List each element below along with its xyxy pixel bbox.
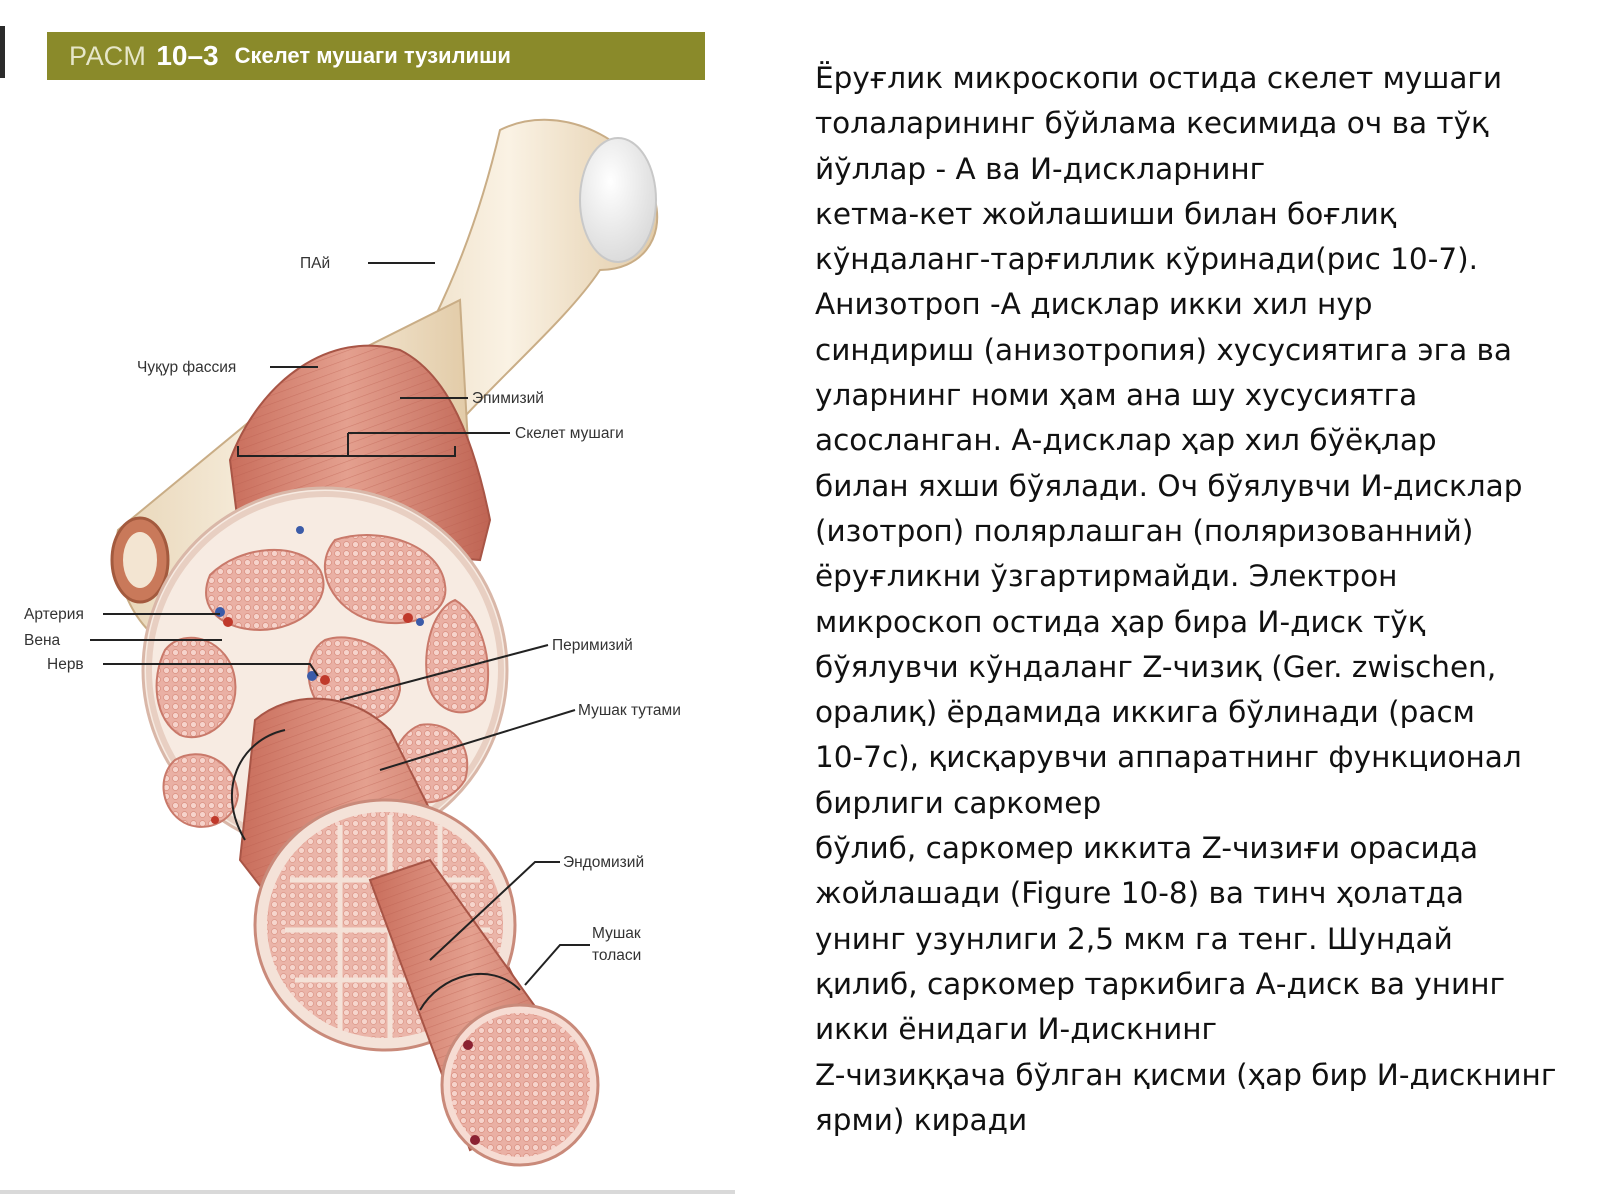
text-line: Анизотроп -А дисклар икки хил нур: [815, 287, 1373, 322]
text-line: бирлиги саркомер: [815, 785, 1102, 820]
label-vein: Вена: [24, 632, 61, 649]
label-artery: Артерия: [24, 606, 84, 623]
label-skeletal-muscle: Скелет мушаги: [515, 425, 624, 442]
text-line: бўялувчи кўндаланг Z-чизиқ (Ger. zwischen,: [815, 649, 1497, 684]
text-line: икки ёнидаги И-дискнинг: [815, 1012, 1218, 1047]
text-line: (изотроп) полярлашган (поляризованний): [815, 513, 1474, 548]
text-line: бўлиб, саркомер иккита Z-чизиғи орасида: [815, 831, 1479, 866]
text-line: қилиб, саркомер таркибига А-диск ва унинг: [815, 966, 1506, 1001]
figure-title: Скелет мушаги тузилиши: [234, 43, 511, 68]
figure-number: 10–3: [156, 40, 219, 71]
label-muscle-fiber-line1: Мушак: [592, 925, 641, 942]
text-line: йўллар - А ва И-дискларнинг: [815, 151, 1266, 186]
text-line: синдириш (анизотропия) хусусиятига эга ва: [815, 332, 1512, 367]
text-line: ёруғликни ўзгартирмайди. Электрон: [815, 559, 1398, 594]
label-muscle-fiber-line2: толаси: [592, 947, 642, 964]
label-fascicle: Мушак тутами: [578, 702, 681, 719]
text-line: кўндаланг-тарғиллик кўринади(рис 10-7).: [815, 242, 1479, 277]
bottom-divider: [0, 1190, 735, 1194]
label-epimysium: Эпимизий: [472, 390, 544, 407]
text-line: унинг узунлиги 2,5 мкм га тенг. Шундай: [815, 921, 1453, 956]
text-line: ярми) киради: [815, 1102, 1028, 1137]
text-line: асосланган. А-дисклар ҳар хил бўёқлар: [815, 423, 1437, 458]
text-line: уларнинг номи ҳам ана шу хусусиятга: [815, 378, 1418, 413]
text-line: 10-7с), қисқарувчи аппаратнинг функционал: [815, 740, 1522, 775]
text-line: кетма-кет жойлашиши билан боғлиқ: [815, 196, 1397, 231]
label-pai: ПАй: [300, 255, 331, 272]
text-line: жойлашади (Figure 10-8) ва тинч ҳолатда: [815, 876, 1464, 911]
text-line: толаларининг бўйлама кесимида оч ва тўқ: [815, 106, 1489, 141]
text-line: билан яхши бўялади. Оч бўялувчи И-дисклар: [815, 468, 1523, 503]
text-line: Z-чизиққача бўлган қисми (ҳар бир И-дискнинг: [815, 1057, 1557, 1092]
text-line: оралиқ) ёрдамида иккига бўлинади (расм: [815, 695, 1475, 730]
label-endomysium: Эндомизий: [563, 854, 645, 871]
label-deep-fascia: Чуқур фассия: [137, 359, 237, 376]
label-perimysium: Перимизий: [552, 637, 633, 654]
text-line: микроскоп остида ҳар бира И-диск тўқ: [815, 604, 1426, 639]
description-paragraph: [815, 56, 1585, 1143]
figure-prefix: РАСМ: [69, 40, 147, 71]
muscle-structure-illustration: [0, 0, 740, 1200]
label-nerve: Нерв: [47, 656, 84, 673]
text-line: Ёруғлик микроскопи остида скелет мушаги: [815, 61, 1503, 95]
